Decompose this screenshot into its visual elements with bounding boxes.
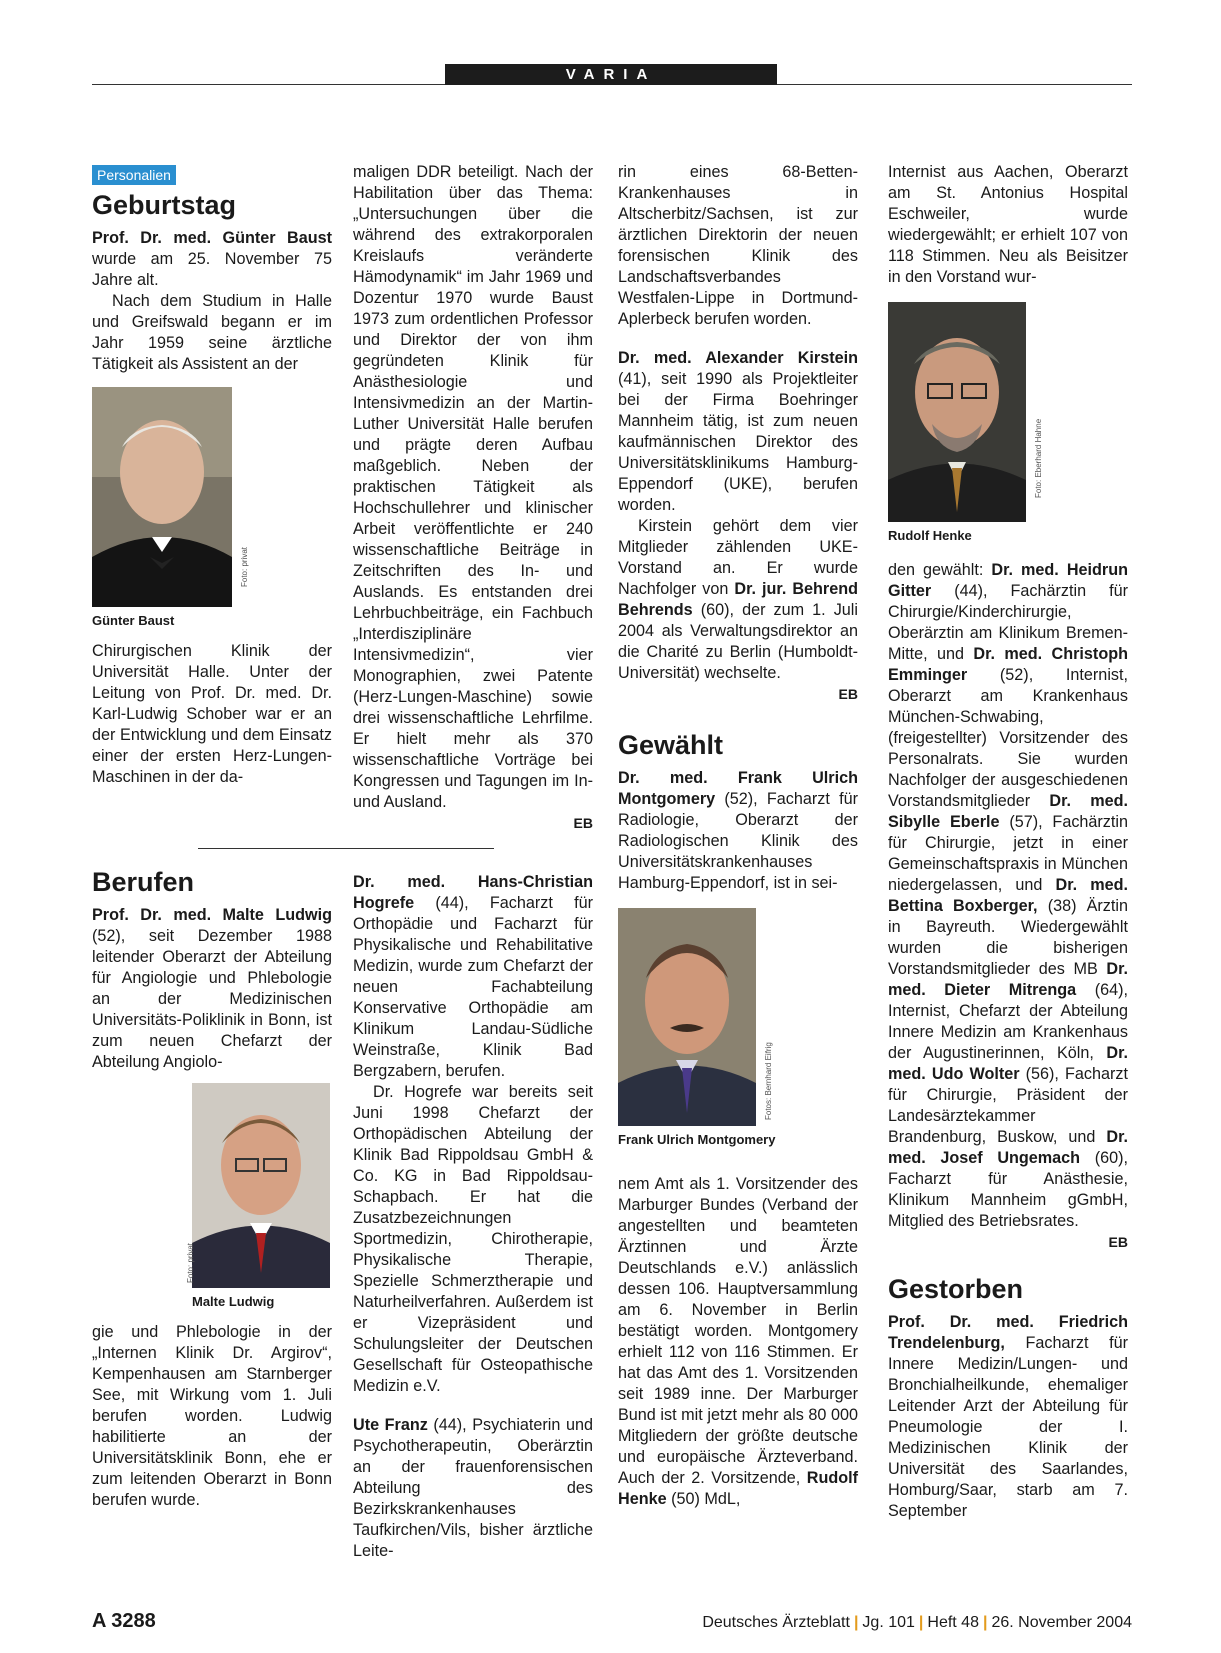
- montgomery-photo-caption: Frank Ulrich Montgomery: [618, 1132, 776, 1147]
- trendelenburg-paragraph: [888, 1312, 1128, 1522]
- henke-name: Rudolf Henke: [618, 1469, 858, 1508]
- montgomery-cont-a: nem Amt als 1. Vorsitzender des Marburger Bundes (Verband der angestellten und beamteten Ärztinnen und Ärzte Deutschlands e.V.) anlässlich dessen 106. Hauptversammlung am 6. November in Berlin bestätigt worden. Montgomery erhielt 112 von 116 Stimmen. Er hat das Amt des 1. Vorsitzenden seit 1989 inne. Der Marburger Bund ist mit jetzt mehr als 80 000 Mitgliedern der größte deutsche und europäische Ärzteverband. Auch der 2. Vorsitzende,: [618, 1175, 858, 1487]
- page-number: A 3288: [92, 1610, 156, 1632]
- v4: (57), Fachärztin für Chirurgie, jetzt in einer Gemeinschaftspraxis in München niedergelassen, und: [888, 813, 1128, 894]
- kirstein-paragraph: [618, 348, 858, 516]
- journal-issue: Heft 48: [927, 1614, 979, 1631]
- ungemach-name: Dr. med. Josef Ungemach: [888, 1128, 1128, 1167]
- ludwig-photo-credit: Foto: privat: [186, 1242, 195, 1283]
- v8: (60), Facharzt für Anästhesie, Klinikum Mannheim gGmbH, Mitglied des Betriebsrates.: [888, 1149, 1128, 1230]
- eberle-name: Dr. med. Sibylle Eberle: [888, 792, 1128, 831]
- trendelenburg-text: Facharzt für Innere Medizin/Lungen- und Bronchialheilkunde, ehemaliger Leitender Arzt der Abteilung für Pneumologie der I. Medizinischen Klinik der Universität des Saarlandes, Homburg/Saar, starb am 7. September: [888, 1334, 1128, 1520]
- column-4: [888, 162, 1128, 1522]
- baust-paragraph-3: Chirurgischen Klinik der Universität Halle. Unter der Leitung von Prof. Dr. med. Dr. Karl-Ludwig Schober war er an der Entwicklung und dem Einsatz einer der ersten Herz-Lungen-Maschinen in der da-: [92, 642, 332, 786]
- journal-date: 26. November 2004: [991, 1614, 1132, 1631]
- boxberger-name: Dr. med. Bettina Boxberger,: [888, 876, 1128, 915]
- heading-gewaehlt: Gewählt: [618, 730, 724, 760]
- column-1-top: [92, 165, 332, 788]
- henke-photo-credit: Foto: Eberhard Hahne: [1034, 418, 1043, 498]
- baust-paragraph-4: maligen DDR beteiligt. Nach der Habilitation über das Thema: „Untersuchungen über die während des extrakorporalen Kreislaufs veränderte Hämodynamik“ im Jahr 1969 und Dozentur 1970 wurde Baust 1973 zum ordentlichen Professor und Direktor der von ihm gegründeten Klinik für Anästhesiologie und Intensivmedizin an der Martin-Luther Universität Halle berufen und prägte deren Aufbau maßgeblich. Neben der praktischen Tätigkeit als Hochschullehrer und klinischer Arbeit veröffentlichte er 240 wissenschaftliche Beiträge in Zeitschriften des In- und Auslands. Es entstanden drei Lehrbuchbeiträge, ein Fachbuch „Interdisziplinäre Intensivmedizin“, vier Monographien, zwei Patente (Herz-Lungen-Maschine) sowie drei wissenschaftliche Lehrfilme. Er hielt mehr als 370 wissenschaftliche Vorträge bei Kongressen und Tagungen im In- und Ausland.: [353, 163, 593, 811]
- heading-gestorben: Gestorben: [888, 1274, 1024, 1304]
- hogrefe-text: (44), Facharzt für Orthopädie und Facharzt für Physikalische und Rehabilitative Medizin, wurde zum Chefarzt der neuen Fachabteilung Konservative Orthopädie am Klinikum Landau-Südliche Weinstraße, Klinik Bad Bergzabern, berufen.: [353, 894, 593, 1080]
- baust-intro: [92, 228, 332, 291]
- kirstein-paragraph-2: [618, 516, 858, 684]
- montgomery-photo-figure: [618, 908, 858, 1148]
- montgomery-photo-credit: Fotos: Bernhard Eifrig: [764, 1042, 773, 1120]
- footer-separator: |: [982, 1614, 988, 1631]
- montgomery-paragraph: [618, 768, 858, 894]
- v6: (64), Internist, Chefarzt der Abteilung Innere Medizin am Krankenhaus der Augustinerinnen, Köln,: [888, 981, 1128, 1062]
- heading-berufen: Berufen: [92, 867, 195, 897]
- kirstein-p2a: Kirstein gehört dem vier Mitglieder zählenden UKE-Vorstand an. Er wurde Nachfolger von: [618, 517, 858, 598]
- baust-name: Prof. Dr. med. Günter Baust: [92, 229, 332, 247]
- column-3: [618, 162, 858, 1510]
- baust-photo-credit: Foto: privat: [240, 546, 249, 587]
- column-2-top: [353, 162, 593, 834]
- v7: (56), Facharzt für Chirurgie, Präsident der Landesärztekammer Brandenburg, Buskow, und: [888, 1065, 1128, 1146]
- montgomery-cont-b: (50) MdL,: [666, 1490, 741, 1508]
- ludwig-photo-figure: [186, 1083, 332, 1310]
- gitter-name: Dr. med. Heidrun Gitter: [888, 561, 1128, 600]
- vorstand-paragraph: [888, 560, 1128, 1232]
- v2: (44), Fachärztin für Chirurgie/Kinderchirurgie, Oberärztin am Klinikum Bremen-Mitte, und: [888, 582, 1128, 663]
- v3: (52), Internist, Oberarzt am Krankenhaus München-Schwabing, (freigestellter) Vorsitzender des Personalrats. Sie wurden Nachfolger der ausgeschiedenen Vorstandsmitglieder: [888, 666, 1128, 810]
- signature-eb: EB: [573, 815, 593, 831]
- franz-text: (44), Psychiaterin und Psychotherapeutin, Oberärztin an der frauenforensischen Abteilung des Bezirkskrankenhauses Taufkirchen/Vils, bisher ärztliche Leite-: [353, 1416, 593, 1560]
- baust-photo-caption: Günter Baust: [92, 613, 175, 628]
- trendelenburg-name: Prof. Dr. med. Friedrich Trendelenburg,: [888, 1313, 1128, 1352]
- baust-intro-text: wurde am 25. November 75 Jahre alt.: [92, 250, 332, 289]
- franz-name: Ute Franz: [353, 1416, 428, 1434]
- kirstein-text: (41), seit 1990 als Projektleiter bei der Firma Boehringer Mannheim tätig, ist zum neuen kaufmännischen Direktor des Universitätsklinikums Hamburg-Eppendorf (UKE), berufen worden.: [618, 370, 858, 514]
- hogrefe-name: Dr. med. Hans-Christian Hogrefe: [353, 873, 593, 912]
- ludwig-paragraph: [92, 905, 332, 1073]
- column-2-bottom: [353, 872, 593, 1562]
- footer-separator: |: [853, 1614, 859, 1631]
- hogrefe-paragraph: [353, 872, 593, 1082]
- montgomery-text: (52), Facharzt für Radiologie, Oberarzt der Radiologischen Klinik des Universitätskrankenhauses Hamburg-Eppendorf, ist in sei-: [618, 790, 858, 892]
- baust-photo: [92, 387, 232, 607]
- ludwig-photo: [192, 1083, 330, 1288]
- v1: den gewählt:: [888, 561, 992, 579]
- category-tag: Personalien: [92, 165, 176, 185]
- henke-photo: [888, 302, 1026, 522]
- ludwig-name: Prof. Dr. med. Malte Ludwig: [92, 906, 332, 924]
- section-divider: [198, 848, 494, 849]
- henke-photo-figure: [888, 302, 1128, 544]
- henke-paragraph: Internist aus Aachen, Oberarzt am St. Antonius Hospital Eschweiler, wurde wiedergewählt; er erhielt 107 von 118 Stimmen. Neu als Beisitzer in den Vorstand wur-: [888, 163, 1128, 286]
- footer-separator: |: [918, 1614, 924, 1631]
- journal-footer: [688, 1614, 1132, 1632]
- ludwig-continued: gie und Phlebologie in der „Internen Klinik Dr. Argirov“, Kempenhausen am Starnberger See, mit Wirkung vom 1. Juli berufen worden. Ludwig habilitierte an der Universitätsklinik Bonn, ehe er zum leitenden Oberarzt in Bonn berufen wurde.: [92, 1323, 332, 1509]
- signature-eb: EB: [838, 686, 858, 702]
- ludwig-photo-caption: Malte Ludwig: [192, 1294, 275, 1309]
- behrends-name: Dr. jur. Behrend Behrends: [618, 580, 858, 619]
- column-1-bottom: [92, 867, 332, 1511]
- journal-name: Deutsches Ärzteblatt: [702, 1614, 850, 1631]
- journal-volume: Jg. 101: [862, 1614, 915, 1631]
- henke-photo-caption: Rudolf Henke: [888, 528, 972, 543]
- heading-geburtstag: Geburtstag: [92, 190, 237, 220]
- ludwig-text: (52), seit Dezember 1988 leitender Oberarzt der Abteilung für Angiologie und Phlebologie an der Medizinischen Universitäts-Poliklinik in Bonn, ist zum neuen Chefarzt der Abteilung Angiolo-: [92, 927, 332, 1071]
- wolter-name: Dr. med. Udo Wolter: [888, 1044, 1128, 1083]
- section-header: VARIA: [445, 64, 777, 85]
- montgomery-photo: [618, 908, 756, 1126]
- hogrefe-paragraph-2: Dr. Hogrefe war bereits seit Juni 1998 Chefarzt der Orthopädischen Abteilung der Klinik Bad Rippoldsau GmbH & Co. KG in Bad Rippoldsau-Schapbach. Er hat die Zusatzbezeichnungen Sportmedizin, Chirotherapie, Physikalische Therapie, Spezielle Schmerztherapie und Naturheilverfahren. Außerdem ist er Vizepräsident und Schulungsleiter der Deutschen Gesellschaft für Osteopathische Medizin e.V.: [353, 1083, 593, 1395]
- mitrenga-name: Dr. med. Dieter Mitrenga: [888, 960, 1128, 999]
- v5: (38) Ärztin in Bayreuth. Wiedergewählt wurden die bisherigen Vorstandsmitglieder des MB: [888, 897, 1128, 978]
- emminger-name: Dr. med. Christoph Emminger: [888, 645, 1128, 684]
- baust-photo-figure: [92, 387, 332, 629]
- franz-continued: rin eines 68-Betten-Krankenhauses in Altscherbitz/Sachsen, ist zur ärztlichen Direktorin der neuen forensischen Klinik des Landschaftsverbandes Westfalen-Lippe in Dortmund-Aplerbeck berufen worden.: [618, 163, 858, 328]
- montgomery-name: Dr. med. Frank Ulrich Montgomery: [618, 769, 858, 808]
- baust-paragraph-2: Nach dem Studium in Halle und Greifswald begann er im Jahr 1959 seine ärztliche Tätigkeit als Assistent an der: [92, 292, 332, 373]
- kirstein-p2b: (60), der zum 1. Juli 2004 als Verwaltungsdirektor an die Charité zu Berlin (Humboldt-Universität) wechselte.: [618, 601, 858, 682]
- montgomery-continued: [618, 1174, 858, 1510]
- kirstein-name: Dr. med. Alexander Kirstein: [618, 349, 858, 367]
- franz-paragraph: [353, 1415, 593, 1562]
- signature-eb: EB: [1108, 1234, 1128, 1250]
